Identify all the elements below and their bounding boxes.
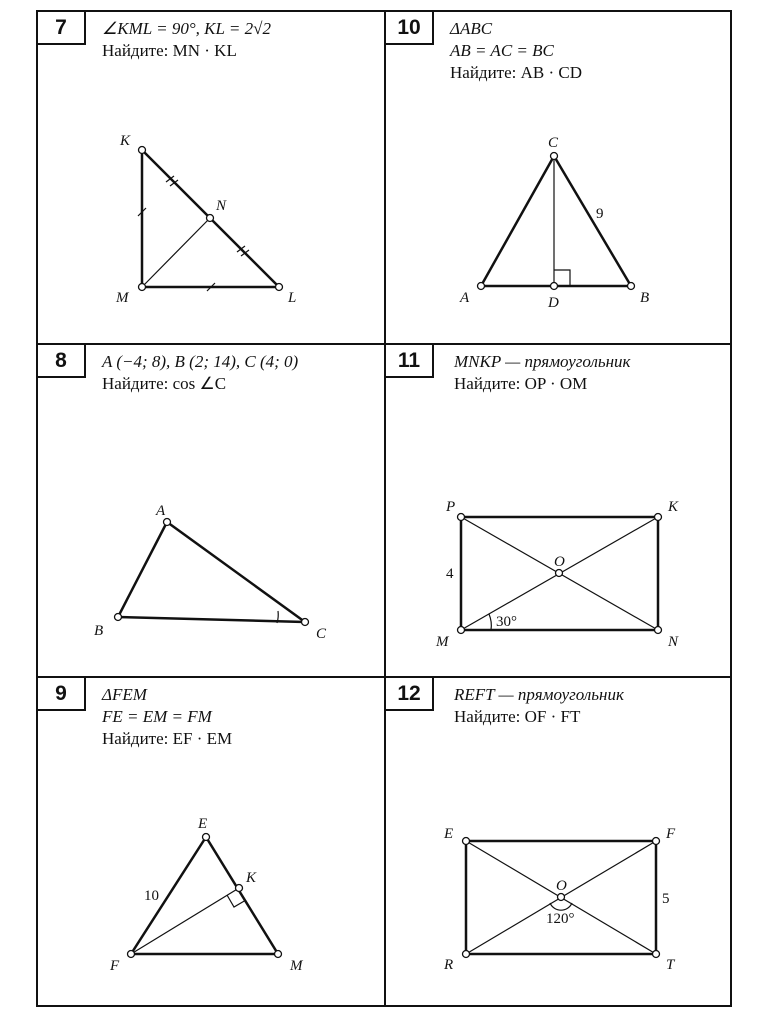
task-line: Найдите: MN · KL bbox=[102, 41, 237, 60]
vertex-label-e: E bbox=[198, 816, 208, 832]
problem-number: 12 bbox=[386, 678, 434, 711]
given-line: MNKP — прямоугольник bbox=[454, 352, 631, 371]
side-length-label: 10 bbox=[144, 888, 159, 904]
foot-label-k: K bbox=[246, 870, 257, 886]
vertex-label-c: C bbox=[316, 626, 327, 642]
vertex-label-n: N bbox=[668, 634, 679, 650]
problem-11 bbox=[386, 345, 733, 676]
problem-12 bbox=[386, 678, 733, 1009]
side-length-label: 5 bbox=[662, 891, 670, 907]
vertex-label-n: N bbox=[216, 198, 227, 214]
problem-number: 8 bbox=[38, 345, 86, 378]
angle-label: 30° bbox=[496, 614, 517, 630]
task-line: Найдите: AB · CD bbox=[450, 63, 583, 82]
angle-label: 120° bbox=[546, 911, 575, 927]
vertex-label-k: K bbox=[668, 499, 679, 515]
problem-9 bbox=[38, 678, 385, 1009]
triangle-fem-figure bbox=[38, 678, 385, 1009]
center-label-o: O bbox=[554, 554, 565, 570]
equilateral-triangle-figure bbox=[386, 12, 733, 343]
given-line-2: FE = EM = FM bbox=[102, 707, 212, 726]
problem-number: 10 bbox=[386, 12, 434, 45]
given-line: ΔABC bbox=[450, 19, 493, 38]
rectangle-mnkp-figure bbox=[386, 345, 733, 676]
vertex-label-t: T bbox=[666, 957, 675, 973]
side-length-label: 4 bbox=[446, 566, 454, 582]
problem-8 bbox=[38, 345, 385, 676]
vertex-label-m: M bbox=[436, 634, 449, 650]
vertex-label-e: E bbox=[444, 826, 454, 842]
problem-10 bbox=[386, 12, 733, 343]
side-length-label: 9 bbox=[596, 206, 604, 222]
problem-number: 9 bbox=[38, 678, 86, 711]
task-line: Найдите: OF · FT bbox=[454, 707, 581, 726]
vertex-label-c: C bbox=[548, 135, 559, 151]
right-triangle-figure bbox=[38, 12, 385, 343]
vertex-label-d: D bbox=[548, 295, 559, 311]
vertex-label-l: L bbox=[288, 290, 297, 306]
vertex-label-a: A bbox=[460, 290, 470, 306]
vertex-label-p: P bbox=[446, 499, 456, 515]
task-line: Найдите: EF · EM bbox=[102, 729, 233, 748]
vertex-label-a: A bbox=[156, 503, 166, 519]
problem-number: 11 bbox=[386, 345, 434, 378]
vertex-label-m: M bbox=[290, 958, 303, 974]
problem-number: 7 bbox=[38, 12, 86, 45]
problem-7 bbox=[38, 12, 385, 343]
vertex-label-m: M bbox=[116, 290, 129, 306]
center-label-o: O bbox=[556, 878, 567, 894]
task-line: Найдите: cos ∠C bbox=[102, 374, 227, 393]
vertex-label-r: R bbox=[444, 957, 454, 973]
vertex-label-f: F bbox=[110, 958, 120, 974]
task-line: Найдите: OP · OM bbox=[454, 374, 588, 393]
vertex-label-b: B bbox=[640, 290, 650, 306]
triangle-abc-figure bbox=[38, 345, 385, 676]
given-line: REFT — прямоугольник bbox=[454, 685, 624, 704]
vertex-label-k: K bbox=[120, 133, 131, 149]
vertex-label-f: F bbox=[666, 826, 676, 842]
given-line: A (−4; 8), B (2; 14), C (4; 0) bbox=[102, 352, 299, 371]
vertex-label-b: B bbox=[94, 623, 104, 639]
given-line-2: AB = AC = BC bbox=[450, 41, 554, 60]
given-line: ∠KML = 90°, KL = 2√2 bbox=[102, 19, 271, 38]
given-line: ΔFEM bbox=[102, 685, 147, 704]
worksheet-grid bbox=[36, 10, 732, 1007]
rectangle-reft-figure bbox=[386, 678, 733, 1009]
